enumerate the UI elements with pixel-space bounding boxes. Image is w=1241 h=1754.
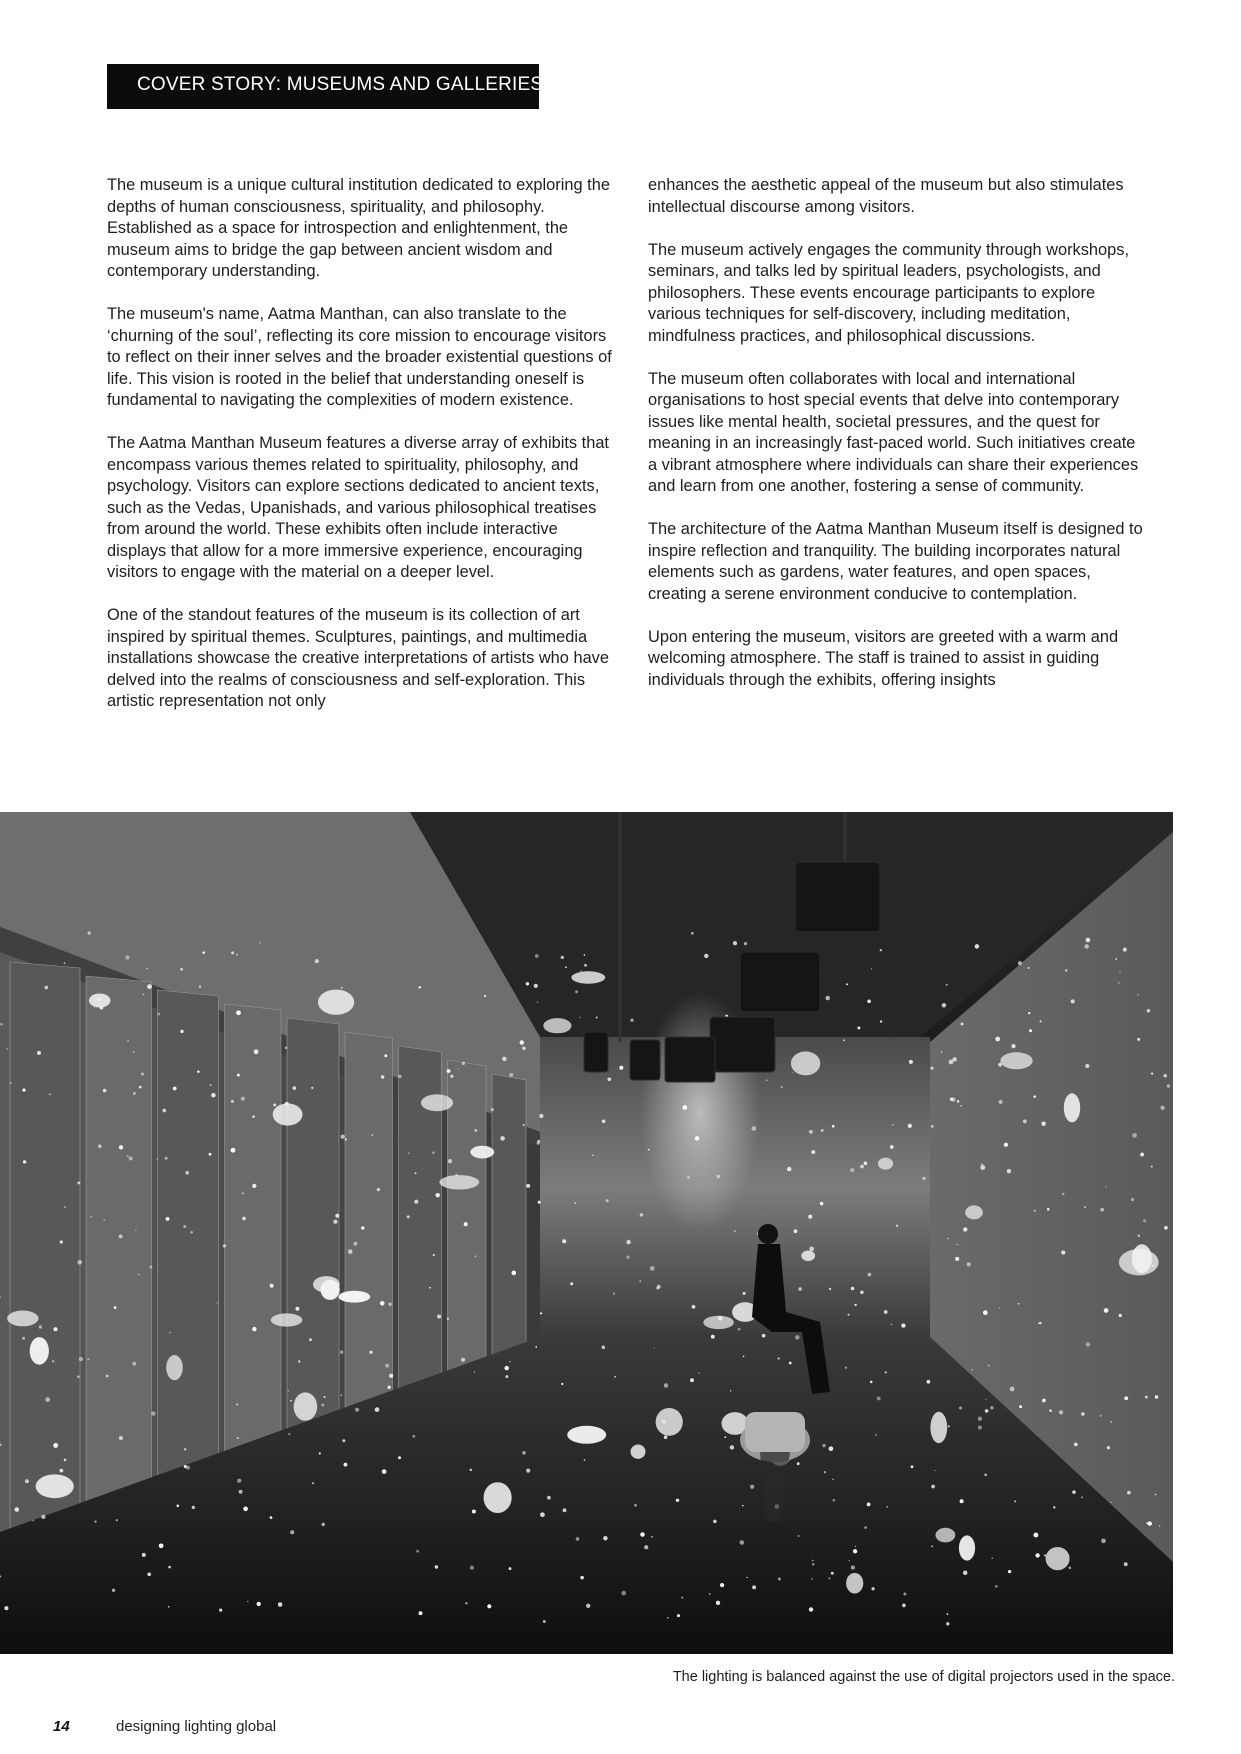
paragraph: The museum often collaborates with local and international organisations to host special events that delve into contemporary issues like mental health, societal pressures, and the quest for meaning in an increasingly fast-paced world. Such initiatives create a vibrant atmosphere where individuals can share their experiences and learn from one another, fostering a sense of community.	[648, 369, 1139, 495]
paragraph: The Aatma Manthan Museum features a diverse array of exhibits that encompass various themes related to spirituality, philosophy, and psychology. Visitors can explore sections dedicated to ancient texts, such as the Vedas, Upanishads, and various philosophical treatises from around the world. These exhibits often include interactive displays that allow for a more immersive experience, encouraging visitors to engage with the material on a deeper level.	[107, 434, 609, 581]
section-tag: COVER STORY: MUSEUMS AND GALLERIES	[107, 64, 539, 109]
paragraph: The museum's name, Aatma Manthan, can also translate to the ‘churning of the soul’, reflecting its core mission to encourage visitors to reflect on their inner selves and the broader existential questions of life. This vision is rooted in the belief that understanding oneself is fundamental to navigating the complexities of modern existence.	[107, 305, 612, 409]
paragraph: The museum is a unique cultural institution dedicated to exploring the depths of human consciousness, spirituality, and philosophy. Established as a space for introspection and enlightenment, the museum aims to bridge the gap between ancient wisdom and contemporary understanding.	[107, 176, 610, 280]
paragraph: One of the standout features of the museum is its collection of art inspired by spiritual themes. Sculptures, paintings, and multimedia installations showcase the creative interpretations of artists who have delved into the realms of consciousness and self-exploration. This artistic representation not only	[107, 606, 609, 710]
article-column-left	[107, 175, 617, 734]
paragraph: The architecture of the Aatma Manthan Museum itself is designed to inspire reflection and tranquility. The building incorporates natural elements such as gardens, water features, and open spaces, creating a serene environment conducive to contemplation.	[648, 520, 1143, 603]
gallery-photo	[0, 812, 1173, 1654]
photo-caption: The lighting is balanced against the use of digital projectors used in the space.	[672, 1669, 1175, 1685]
article-column-right	[648, 175, 1148, 713]
page-number: 14	[53, 1718, 70, 1735]
paragraph: The museum actively engages the community through workshops, seminars, and talks led by spiritual leaders, psychologists, and philosophers. These events encourage participants to explore various techniques for self-discovery, including meditation, mindfulness practices, and philosophical discussions.	[648, 240, 1130, 345]
paragraph: enhances the aesthetic appeal of the museum but also stimulates intellectual discourse among visitors.	[648, 176, 1124, 216]
paragraph: Upon entering the museum, visitors are greeted with a warm and welcoming atmosphere. The staff is trained to assist in guiding individuals through the exhibits, offering insights	[648, 627, 1119, 689]
publication-name: designing lighting global	[116, 1718, 277, 1735]
gallery-photo-illustration	[0, 812, 1173, 1654]
